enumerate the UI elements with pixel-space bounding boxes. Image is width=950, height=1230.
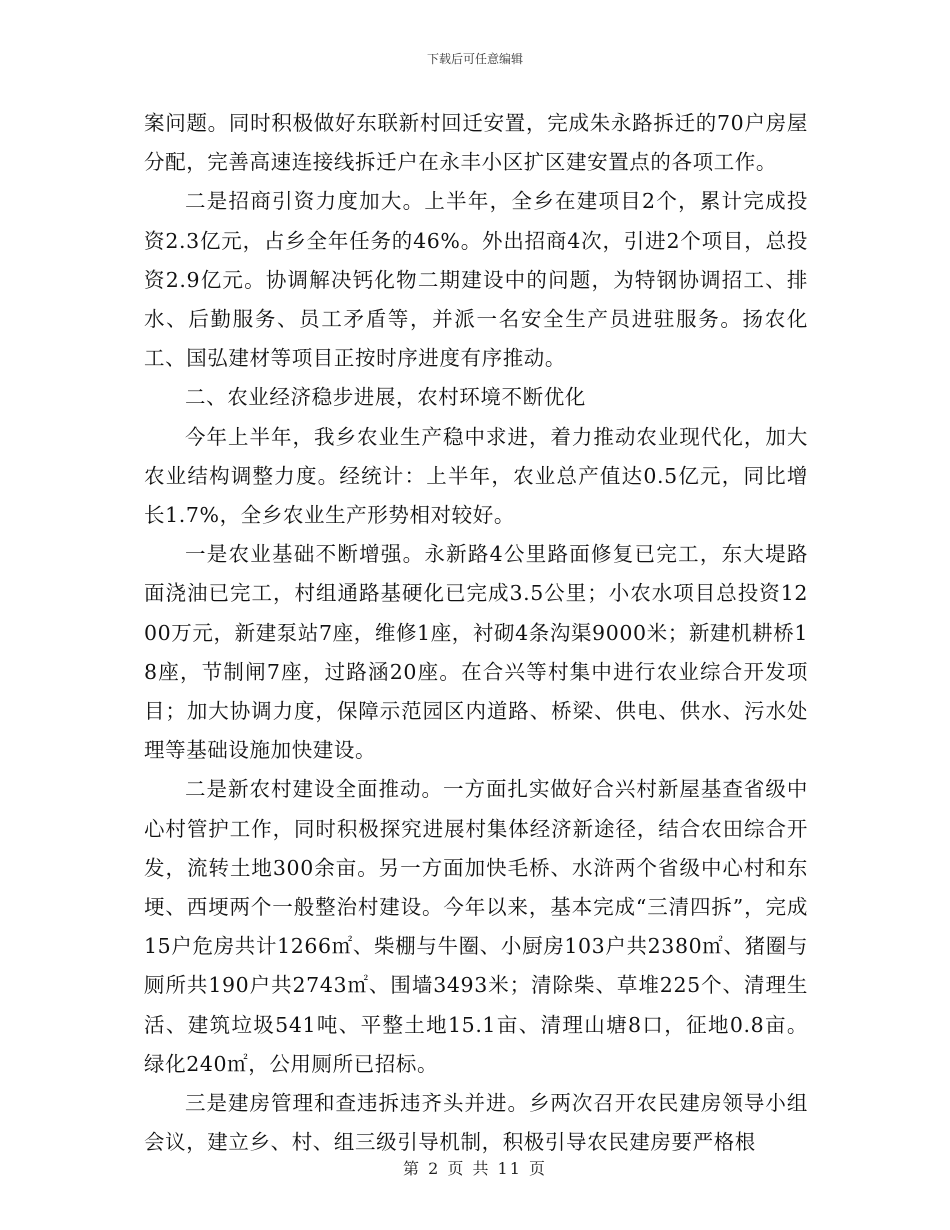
paragraph-2: 二是招商引资力度加大。上半年，全乡在建项目2个，累计完成投资2.3亿元，占乡全年任务的46%。外出招商4次，引进2个项目，总投资2.9亿元。协调解决钙化物二期建设中的问题，为特钢协调招工、排水、后勤服务、员工矛盾等，并派一名安全生产员进驻服务。扬农化工、国弘建材等项目正按时序进度有序推动。: [144, 189, 808, 371]
paragraph-3: 今年上半年，我乡农业生产稳中求进，着力推动农业现代化，加大农业结构调整力度。经统计：上半年，农业总产值达0.5亿元，同比增长1.7%，全乡农业生产形势相对较好。: [144, 424, 808, 528]
document-body: [144, 104, 808, 1162]
section-heading-2: 二、农业经济稳步进展，农村环境不断优化: [185, 385, 586, 410]
page-footer: 第 2 页 共 11 页: [403, 1159, 547, 1178]
paragraph-6: 三是建房管理和查违拆违齐头并进。乡两次召开农民建房领导小组会议，建立乡、村、组三级引导机制，积极引导农民建房要严格根: [144, 1091, 808, 1155]
paragraph-1: 案问题。同时积极做好东联新村回迁安置，完成朱永路拆迁的70户房屋分配，完善高速连接线拆迁户在永丰小区扩区建安置点的各项工作。: [144, 111, 808, 175]
paragraph-5: 二是新农村建设全面推动。一方面扎实做好合兴村新屋基查省级中心村管护工作，同时积极探究进展村集体经济新途径，结合农田综合开发，流转土地300余亩。另一方面加快毛桥、水浒两个省级中心村和东埂、西埂两个一般整治村建设。今年以来，基本完成“三清四拆”，完成15户危房共计1266㎡、柴棚与牛圈、小厨房103户共2380㎡、猪圈与厕所共190户共2743㎡、围墙3493米；清除柴、草堆225个、清理生活、建筑垃圾541吨、平整土地15.1亩、清理山塘8口，征地0.8亩。绿化240㎡，公用厕所已招标。: [144, 777, 808, 1076]
page-header: 下载后可任意编辑: [426, 52, 523, 66]
paragraph-4: 一是农业基础不断增强。永新路4公里路面修复已完工，东大堤路面浇油已完工，村组通路基硬化已完成3.5公里；小农水项目总投资1200万元，新建泵站7座，维修1座，衬砌4条沟渠9000米；新建机耕桥18座，节制闸7座，过路涵20座。在合兴等村集中进行农业综合开发项目；加大协调力度，保障示范园区内道路、桥梁、供电、供水、污水处理等基础设施加快建设。: [144, 542, 808, 763]
